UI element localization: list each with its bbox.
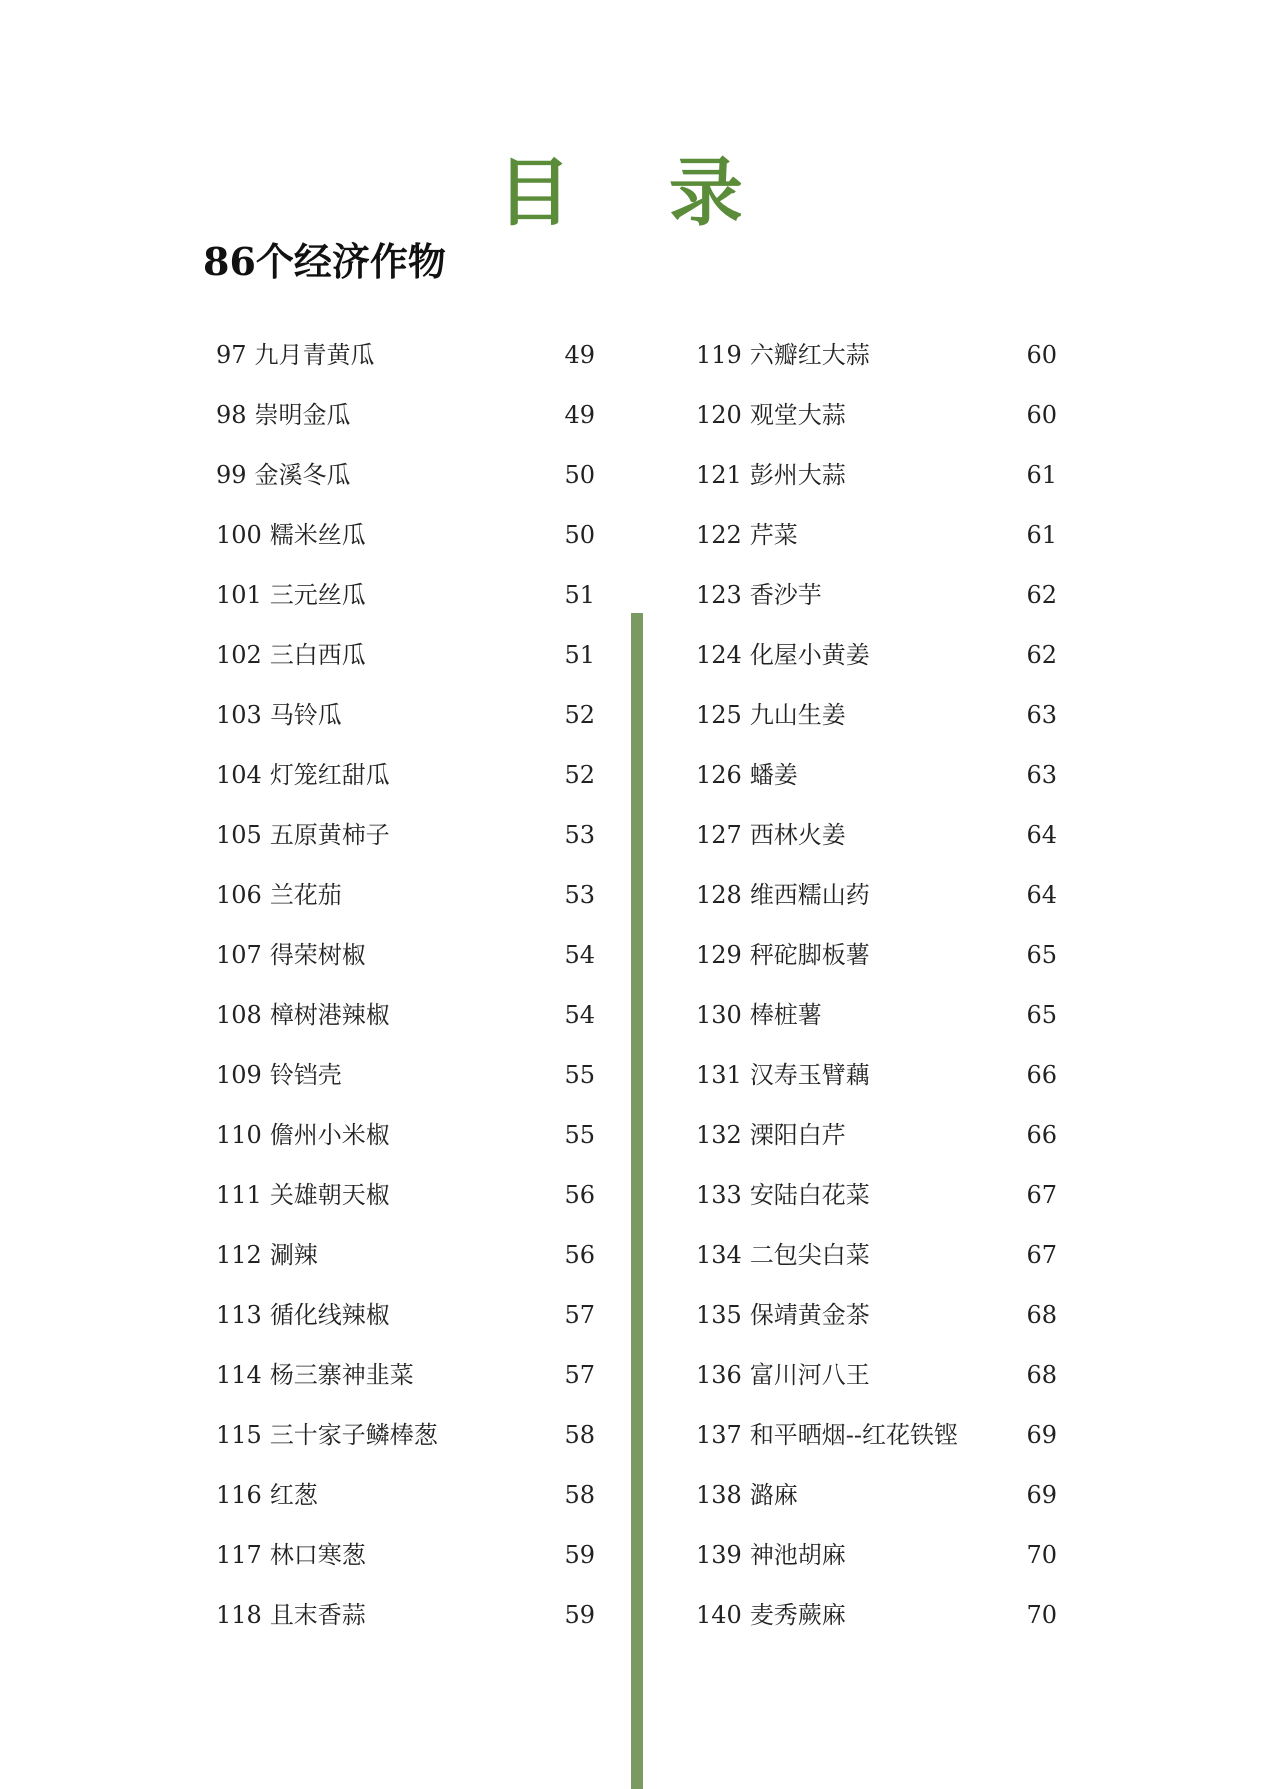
toc-entry-name: 棒桩薯 — [749, 1001, 822, 1029]
toc-entry[interactable] — [696, 1285, 1057, 1345]
toc-entry-number: 104 — [216, 761, 262, 789]
toc-entry-number: 131 — [696, 1061, 742, 1089]
toc-entry-page: 60 — [1026, 401, 1057, 429]
toc-entry[interactable] — [696, 1105, 1057, 1165]
toc-entry-page: 54 — [564, 1001, 595, 1029]
toc-entry-name: 芹菜 — [749, 521, 798, 549]
toc-entry-number: 123 — [696, 581, 742, 609]
toc-entry-label — [216, 820, 390, 850]
toc-entry-label — [696, 1300, 870, 1330]
toc-entry-label — [696, 580, 822, 610]
toc-entry-name: 溧阳白芹 — [749, 1121, 846, 1149]
toc-entry-label — [216, 1120, 390, 1150]
toc-entry-page: 51 — [564, 581, 595, 609]
toc-entry-number: 129 — [696, 941, 742, 969]
toc-entry[interactable] — [696, 745, 1057, 805]
toc-entry-label — [216, 1360, 414, 1390]
toc-entry-name: 兰花茄 — [269, 881, 342, 909]
toc-entry-label — [696, 520, 798, 550]
toc-entry-number: 130 — [696, 1001, 742, 1029]
toc-entry-number: 138 — [696, 1481, 742, 1509]
toc-entry-page: 50 — [564, 461, 595, 489]
toc-entry-page: 69 — [1026, 1481, 1057, 1509]
toc-entry-name: 三十家子鳞棒葱 — [269, 1421, 438, 1449]
toc-entry-number: 108 — [216, 1001, 262, 1029]
toc-entry-label — [216, 1420, 438, 1450]
toc-entry-name: 金溪冬瓜 — [254, 461, 351, 489]
toc-entry-page: 61 — [1026, 461, 1057, 489]
toc-entry-name: 樟树港辣椒 — [269, 1001, 390, 1029]
toc-entry-name: 安陆白花菜 — [749, 1181, 870, 1209]
toc-entry-page: 58 — [564, 1421, 595, 1449]
toc-entry-label — [216, 760, 390, 790]
toc-entry[interactable] — [696, 1345, 1057, 1405]
toc-entry-number: 99 — [216, 461, 247, 489]
toc-entry-label — [216, 1060, 342, 1090]
toc-left-column — [216, 325, 595, 1645]
toc-entry-name: 涮辣 — [269, 1241, 318, 1269]
toc-entry[interactable] — [696, 625, 1057, 685]
toc-entry-name: 铃铛壳 — [269, 1061, 342, 1089]
toc-entry[interactable] — [696, 685, 1057, 745]
toc-entry-page: 57 — [564, 1301, 595, 1329]
toc-entry-number: 114 — [216, 1361, 262, 1389]
toc-entry[interactable] — [216, 325, 595, 385]
toc-entry-page: 59 — [564, 1601, 595, 1629]
toc-entry-name: 神池胡麻 — [749, 1541, 846, 1569]
toc-entry-name: 且末香蒜 — [269, 1601, 366, 1629]
toc-entry-label — [696, 1180, 870, 1210]
toc-entry-page: 56 — [564, 1241, 595, 1269]
toc-entry[interactable] — [696, 1225, 1057, 1285]
toc-entry-label — [216, 1000, 390, 1030]
toc-entry-label — [216, 880, 342, 910]
toc-entry-page: 63 — [1026, 761, 1057, 789]
toc-entry[interactable] — [696, 385, 1057, 445]
toc-entry-number: 121 — [696, 461, 742, 489]
toc-entry[interactable] — [216, 1285, 595, 1345]
toc-entry-label — [696, 460, 846, 490]
toc-entry-number: 115 — [216, 1421, 262, 1449]
toc-entry[interactable] — [216, 745, 595, 805]
toc-entry-name: 蟠姜 — [749, 761, 798, 789]
toc-entry-number: 118 — [216, 1601, 262, 1629]
toc-entry[interactable] — [216, 625, 595, 685]
toc-entry-label — [216, 700, 342, 730]
toc-entry-label — [696, 1420, 958, 1450]
toc-entry[interactable] — [216, 805, 595, 865]
toc-entry-page: 59 — [564, 1541, 595, 1569]
toc-entry-label — [696, 640, 870, 670]
toc-entry-name: 和平晒烟--红花铁铿 — [749, 1421, 959, 1449]
toc-entry-page: 60 — [1026, 341, 1057, 369]
toc-entry-name: 汉寿玉臂藕 — [749, 1061, 870, 1089]
toc-entry-number: 135 — [696, 1301, 742, 1329]
toc-entry-number: 116 — [216, 1481, 262, 1509]
toc-entry-label — [696, 1600, 846, 1630]
toc-entry-page: 57 — [564, 1361, 595, 1389]
toc-entry-name: 潞麻 — [749, 1481, 798, 1509]
toc-entry-label — [216, 520, 366, 550]
toc-entry-label — [696, 400, 846, 430]
toc-entry-number: 134 — [696, 1241, 742, 1269]
toc-entry-label — [216, 1300, 390, 1330]
toc-entry-label — [216, 1180, 390, 1210]
toc-entry-name: 马铃瓜 — [269, 701, 342, 729]
toc-entry[interactable] — [216, 925, 595, 985]
toc-entry-label — [696, 1000, 822, 1030]
toc-entry-label — [216, 1480, 318, 1510]
toc-entry-label — [696, 820, 846, 850]
toc-entry-name: 五原黄柿子 — [269, 821, 390, 849]
toc-entry-label — [696, 1120, 846, 1150]
toc-entry-label — [216, 1600, 366, 1630]
toc-entry[interactable] — [216, 1405, 595, 1465]
page-title: 目 录 — [497, 150, 779, 236]
toc-entry-number: 133 — [696, 1181, 742, 1209]
toc-entry[interactable] — [696, 805, 1057, 865]
toc-entry-number: 122 — [696, 521, 742, 549]
toc-entry-name: 秤砣脚板薯 — [749, 941, 870, 969]
toc-entry[interactable] — [696, 565, 1057, 625]
toc-entry-page: 67 — [1026, 1241, 1057, 1269]
toc-entry-page: 69 — [1026, 1421, 1057, 1449]
toc-entry-page: 61 — [1026, 521, 1057, 549]
toc-entry-label — [216, 460, 351, 490]
toc-entry-page: 68 — [1026, 1301, 1057, 1329]
toc-entry-number: 126 — [696, 761, 742, 789]
toc-entry-label — [696, 1540, 846, 1570]
toc-entry-page: 55 — [564, 1121, 595, 1149]
toc-entry-name: 维西糯山药 — [749, 881, 870, 909]
toc-entry-label — [216, 1240, 318, 1270]
toc-entry-label — [696, 1240, 870, 1270]
toc-entry-page: 53 — [564, 821, 595, 849]
toc-entry-number: 136 — [696, 1361, 742, 1389]
toc-entry[interactable] — [216, 1525, 595, 1585]
section-subtitle: 86个经济作物 — [203, 239, 446, 284]
toc-entry-label — [216, 580, 366, 610]
toc-entry-name: 六瓣红大蒜 — [749, 341, 870, 369]
toc-entry[interactable] — [216, 685, 595, 745]
toc-entry-name: 崇明金瓜 — [254, 401, 351, 429]
toc-entry-name: 关雄朝天椒 — [269, 1181, 390, 1209]
toc-entry-number: 128 — [696, 881, 742, 909]
toc-entry-page: 56 — [564, 1181, 595, 1209]
toc-entry[interactable] — [216, 1225, 595, 1285]
toc-entry[interactable] — [696, 505, 1057, 565]
toc-entry-name: 三白西瓜 — [269, 641, 366, 669]
toc-entry[interactable] — [216, 1165, 595, 1225]
toc-right-column — [696, 325, 1057, 1645]
toc-entry[interactable] — [216, 865, 595, 925]
toc-entry-label — [696, 880, 870, 910]
toc-entry[interactable] — [696, 925, 1057, 985]
toc-entry-name: 儋州小米椒 — [269, 1121, 390, 1149]
toc-entry-page: 50 — [564, 521, 595, 549]
toc-entry-name: 保靖黄金茶 — [749, 1301, 870, 1329]
toc-entry-name: 得荣树椒 — [269, 941, 366, 969]
toc-entry-number: 98 — [216, 401, 247, 429]
toc-entry-page: 70 — [1026, 1601, 1057, 1629]
toc-entry-page: 62 — [1026, 641, 1057, 669]
toc-entry-name: 西林火姜 — [749, 821, 846, 849]
toc-entry-name: 林口寒葱 — [269, 1541, 366, 1569]
toc-entry[interactable] — [216, 985, 595, 1045]
toc-entry[interactable] — [696, 1045, 1057, 1105]
toc-entry-page: 52 — [564, 701, 595, 729]
toc-entry-page: 65 — [1026, 941, 1057, 969]
toc-entry-label — [216, 340, 375, 370]
toc-entry-page: 49 — [564, 341, 595, 369]
toc-entry-number: 109 — [216, 1061, 262, 1089]
toc-entry-page: 53 — [564, 881, 595, 909]
toc-entry-label — [696, 340, 870, 370]
toc-entry[interactable] — [216, 1585, 595, 1645]
toc-entry-number: 101 — [216, 581, 262, 609]
toc-entry-number: 127 — [696, 821, 742, 849]
toc-entry-page: 67 — [1026, 1181, 1057, 1209]
toc-entry-label — [216, 1540, 366, 1570]
toc-entry-number: 132 — [696, 1121, 742, 1149]
toc-entry-name: 九山生姜 — [749, 701, 846, 729]
toc-entry-label — [696, 760, 798, 790]
toc-entry[interactable] — [696, 1165, 1057, 1225]
toc-entry[interactable] — [216, 1045, 595, 1105]
toc-entry-page: 70 — [1026, 1541, 1057, 1569]
toc-entry-page: 64 — [1026, 821, 1057, 849]
toc-entry-name: 糯米丝瓜 — [269, 521, 366, 549]
toc-entry-number: 119 — [696, 341, 742, 369]
toc-entry-page: 62 — [1026, 581, 1057, 609]
toc-entry[interactable] — [216, 505, 595, 565]
toc-entry-page: 68 — [1026, 1361, 1057, 1389]
toc-entry-page: 66 — [1026, 1061, 1057, 1089]
toc-entry-name: 化屋小黄姜 — [749, 641, 870, 669]
toc-entry-page: 55 — [564, 1061, 595, 1089]
toc-entry-label — [696, 700, 846, 730]
toc-entry[interactable] — [696, 1405, 1057, 1465]
toc-entry[interactable] — [216, 445, 595, 505]
toc-entry-page: 66 — [1026, 1121, 1057, 1149]
toc-entry-number: 120 — [696, 401, 742, 429]
toc-entry-number: 107 — [216, 941, 262, 969]
toc-entry-page: 51 — [564, 641, 595, 669]
toc-entry[interactable] — [696, 445, 1057, 505]
toc-entry-number: 103 — [216, 701, 262, 729]
toc-entry-page: 65 — [1026, 1001, 1057, 1029]
toc-entry-number: 110 — [216, 1121, 262, 1149]
toc-entry-name: 观堂大蒜 — [749, 401, 846, 429]
toc-entry[interactable] — [216, 565, 595, 625]
toc-entry-page: 64 — [1026, 881, 1057, 909]
toc-entry-name: 循化线辣椒 — [269, 1301, 390, 1329]
toc-entry-page: 58 — [564, 1481, 595, 1509]
toc-entry-label — [216, 640, 366, 670]
toc-entry[interactable] — [216, 385, 595, 445]
toc-entry-number: 113 — [216, 1301, 262, 1329]
toc-entry-name: 富川河八王 — [749, 1361, 870, 1389]
toc-entry[interactable] — [216, 1465, 595, 1525]
toc-entry-number: 112 — [216, 1241, 262, 1269]
toc-entry-name: 杨三寨神韭菜 — [269, 1361, 414, 1389]
toc-entry-page: 52 — [564, 761, 595, 789]
toc-entry-number: 125 — [696, 701, 742, 729]
toc-entry-page: 54 — [564, 941, 595, 969]
toc-entry-number: 106 — [216, 881, 262, 909]
toc-entry-label — [216, 940, 366, 970]
column-divider — [631, 613, 643, 1789]
toc-entry-name: 三元丝瓜 — [269, 581, 366, 609]
toc-entry-number: 105 — [216, 821, 262, 849]
toc-entry[interactable] — [216, 1105, 595, 1165]
toc-entry-number: 97 — [216, 341, 247, 369]
toc-entry-name: 灯笼红甜瓜 — [269, 761, 390, 789]
toc-entry[interactable] — [696, 1465, 1057, 1525]
toc-entry-name: 红葱 — [269, 1481, 318, 1509]
toc-entry[interactable] — [216, 1345, 595, 1405]
toc-entry-page: 49 — [564, 401, 595, 429]
toc-entry-number: 124 — [696, 641, 742, 669]
toc-entry-number: 102 — [216, 641, 262, 669]
toc-entry-number: 137 — [696, 1421, 742, 1449]
toc-entry[interactable] — [696, 865, 1057, 925]
toc-entry-name: 麦秀蕨麻 — [749, 1601, 846, 1629]
toc-entry-number: 117 — [216, 1541, 262, 1569]
toc-entry-number: 100 — [216, 521, 262, 549]
toc-entry[interactable] — [696, 1525, 1057, 1585]
toc-entry-name: 彭州大蒜 — [749, 461, 846, 489]
toc-entry-name: 二包尖白菜 — [749, 1241, 870, 1269]
toc-entry[interactable] — [696, 985, 1057, 1045]
toc-entry-label — [696, 1480, 798, 1510]
toc-entry-name: 九月青黄瓜 — [254, 341, 375, 369]
toc-entry-number: 111 — [216, 1181, 262, 1209]
toc-entry-label — [696, 1060, 870, 1090]
toc-entry-name: 香沙芋 — [749, 581, 822, 609]
toc-entry-label — [696, 1360, 870, 1390]
toc-entry[interactable] — [696, 325, 1057, 385]
toc-entry-label — [696, 940, 870, 970]
toc-entry-number: 140 — [696, 1601, 742, 1629]
toc-entry-label — [216, 400, 351, 430]
toc-entry[interactable] — [696, 1585, 1057, 1645]
toc-entry-number: 139 — [696, 1541, 742, 1569]
toc-entry-page: 63 — [1026, 701, 1057, 729]
